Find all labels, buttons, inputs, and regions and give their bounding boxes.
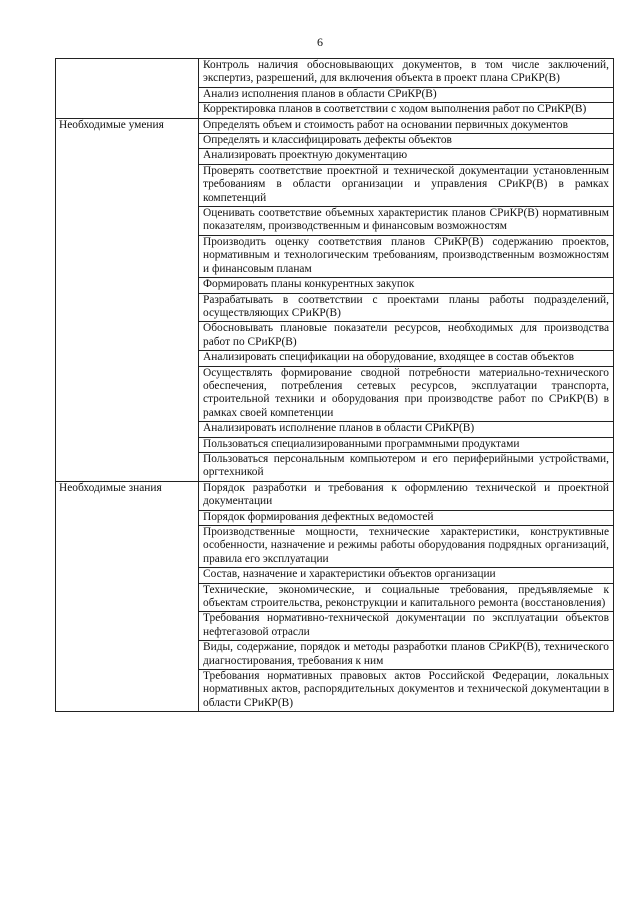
- table-cell: Состав, назначение и характеристики объектов организации: [199, 568, 614, 583]
- table-cell: Пользоваться персональным компьютером и его периферийными устройствами, оргтехникой: [199, 452, 614, 481]
- table-cell: Контроль наличия обосновывающих документов, в том числе заключений, экспертиз, разрешений, для включения объекта в проект плана СРиКР(В): [199, 59, 614, 88]
- table-row: [56, 59, 614, 88]
- table-cell: Порядок формирования дефектных ведомостей: [199, 510, 614, 525]
- table-cell: Формировать планы конкурентных закупок: [199, 278, 614, 293]
- table-cell: Требования нормативно-технической документации по эксплуатации объектов нефтегазовой отрасли: [199, 612, 614, 641]
- table-cell: Проверять соответствие проектной и технической документации установленным требованиям в области организации и управления СРиКР(В) в рамках компетенций: [199, 164, 614, 206]
- table-row: [56, 481, 614, 510]
- table-row: [56, 118, 614, 133]
- table-cell: Виды, содержание, порядок и методы разработки планов СРиКР(В), технического диагностирования, требования к ним: [199, 641, 614, 670]
- table-cell: Корректировка планов в соответствии с ходом выполнения работ по СРиКР(В): [199, 103, 614, 118]
- page-number: 6: [317, 35, 323, 49]
- competency-table: [55, 58, 614, 712]
- table-cell: Определять объем и стоимость работ на основании первичных документов: [199, 118, 614, 133]
- table-cell: Порядок разработки и требования к оформлению технической и проектной документации: [199, 481, 614, 510]
- table-cell: Осуществлять формирование сводной потребности материально-технического обеспечения, потребления сетевых ресурсов, эксплуатации транспорта, строительной техники и оборудования при производстве работ по СРиКР(В) в рамках своей компетенции: [199, 366, 614, 422]
- table-cell: Требования нормативных правовых актов Российской Федерации, локальных нормативных актов, распорядительных документов и технической документации в области СРиКР(В): [199, 670, 614, 712]
- table-cell: Оценивать соответствие объемных характеристик планов СРиКР(В) нормативным показателям, производственным и финансовым возможностям: [199, 207, 614, 236]
- table-cell: Пользоваться специализированными программными продуктами: [199, 437, 614, 452]
- table-cell: Определять и классифицировать дефекты объектов: [199, 134, 614, 149]
- table-cell: Производственные мощности, технические характеристики, конструктивные особенности, назначение и режимы работы оборудования подрядных организаций, правила его эксплуатации: [199, 526, 614, 568]
- table-cell: Обосновывать плановые показатели ресурсов, необходимых для производства работ по СРиКР(В): [199, 322, 614, 351]
- table-cell: Анализировать исполнение планов в области СРиКР(В): [199, 422, 614, 437]
- table-cell: Разрабатывать в соответствии с проектами планы работы подразделений, осуществляющих СРиКР(В): [199, 293, 614, 322]
- section-label: Необходимые умения: [56, 118, 199, 481]
- section-label: [56, 59, 199, 119]
- section-label: Необходимые знания: [56, 481, 199, 712]
- table-cell: Анализ исполнения планов в области СРиКР(В): [199, 87, 614, 102]
- table-cell: Производить оценку соответствия планов СРиКР(В) содержанию проектов, нормативным и технологическим требованиям, производственным возможностям и финансовым планам: [199, 235, 614, 277]
- table-cell: Анализировать проектную документацию: [199, 149, 614, 164]
- table-cell: Анализировать спецификации на оборудование, входящее в состав объектов: [199, 351, 614, 366]
- table-cell: Технические, экономические, и социальные требования, предъявляемые к объектам строительства, реконструкции и капитального ремонта (восстановления): [199, 583, 614, 612]
